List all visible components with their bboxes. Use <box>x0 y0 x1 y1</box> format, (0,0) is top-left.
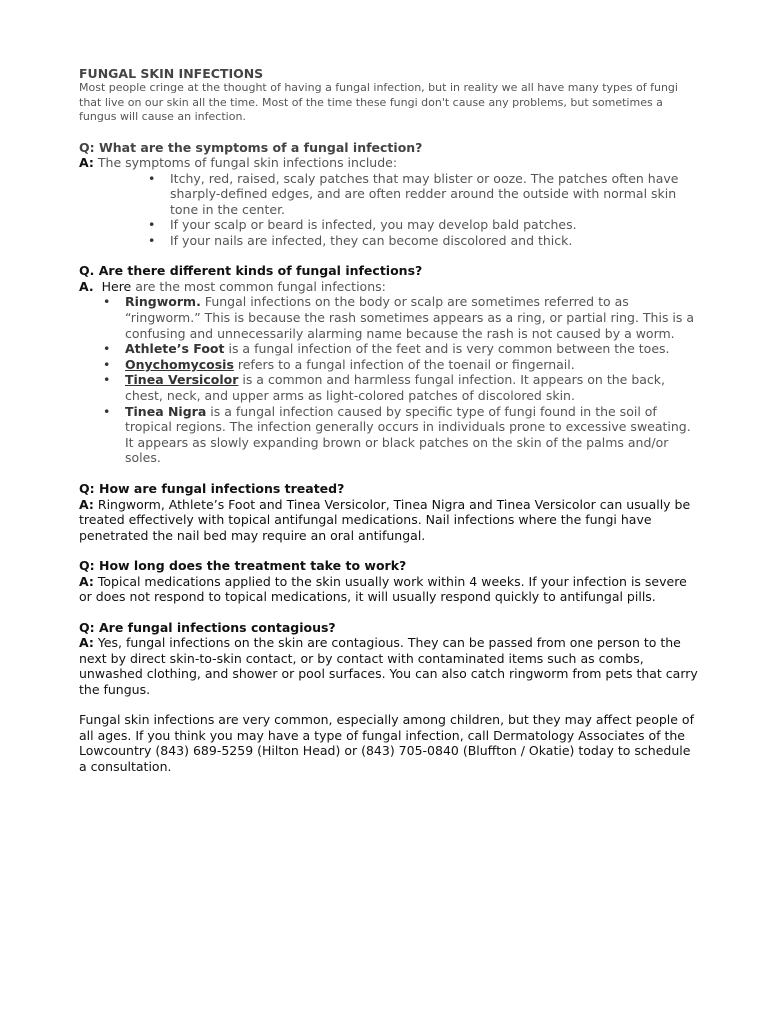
section-treatment <box>79 481 699 543</box>
section-symptoms <box>79 140 699 249</box>
list-item-athletes-foot <box>103 341 699 357</box>
answer-paragraph <box>79 155 699 171</box>
answer-text: are the most common fungal infections: <box>131 278 386 294</box>
term-description: is a fungal infection of the feet and is very common between the toes. <box>224 341 670 357</box>
answer-paragraph <box>79 279 699 295</box>
term-tinea-versicolor-link[interactable]: Tinea Versicolor <box>125 372 239 388</box>
list-item <box>148 232 699 249</box>
list-item-text: Itchy, red, raised, scaly patches that may blister or ooze. The patches often have sharply-defined edges, and are often redder around the outside with normal skin tone in the center. <box>170 170 679 217</box>
list-item-tinea-versicolor <box>103 372 699 404</box>
section-contagious <box>79 620 699 698</box>
list-item-text: If your scalp or beard is infected, you may develop bald patches. <box>170 217 577 233</box>
answer-paragraph <box>79 497 699 544</box>
intro-paragraph: Most people cringe at the thought of having a fungal infection, but in reality we all have many types of fungi that live on our skin all the time. Most of the time these fungi don't cause any problems, but sometimes a fungus will cause an infection. <box>79 81 678 123</box>
question-heading: Q. Are there different kinds of fungal infections? <box>79 263 423 279</box>
list-item-text: If your nails are infected, they can become discolored and thick. <box>170 232 573 248</box>
question-heading: Q: What are the symptoms of a fungal infection? <box>79 139 423 155</box>
bullet-glyph: • <box>103 372 111 388</box>
answer-label: A. <box>79 278 94 294</box>
term-ringworm: Ringworm. <box>125 294 201 310</box>
closing-paragraph: Fungal skin infections are very common, especially among children, but they may affect people of all ages. If you think you may have a type of fungal infection, call Dermatology Associates of the Lowcountry (843) 689-5259 (Hilton Head) or (843) 705-0840 (Bluffton / Okatie) today to schedule a consultation. <box>79 712 694 774</box>
list-item <box>148 217 699 233</box>
answer-paragraph <box>79 635 699 697</box>
question-heading: Q: How long does the treatment take to work? <box>79 558 407 573</box>
bullet-glyph: • <box>148 217 156 233</box>
answer-text: Ringworm, Athlete’s Foot and Tinea Versicolor, Tinea Nigra and Tinea Versicolor can usually be treated effectively with topical antifungal medications. Nail infections where the fungi have penetrated the nail bed may require an oral antifungal. <box>79 496 691 543</box>
section-duration <box>79 558 699 605</box>
answer-label: A: <box>79 573 94 589</box>
term-description: refers to a fungal infection of the toenail or fingernail. <box>233 356 575 372</box>
section-kinds <box>79 263 699 466</box>
bullet-glyph: • <box>103 356 111 372</box>
spacer <box>79 466 699 481</box>
term-onychomycosis-link[interactable]: Onychomycosis <box>125 356 234 372</box>
answer-text: Yes, fungal infections on the skin are contagious. They can be passed from one person to the next by direct skin-to-skin contact, or by contact with contaminated items such as combs, unwashed clothing, and shower or pool surfaces. You can also catch ringworm from pets that carry the fungus. <box>79 635 698 697</box>
bullet-glyph: • <box>103 294 111 310</box>
spacer <box>79 697 699 712</box>
spacer <box>79 605 699 620</box>
spacer <box>79 125 699 140</box>
answer-paragraph <box>79 574 699 605</box>
answer-label: A: <box>79 155 94 170</box>
document-title: FUNGAL SKIN INFECTIONS <box>79 66 264 81</box>
term-tinea-nigra: Tinea Nigra <box>125 403 207 419</box>
spacer <box>79 248 699 263</box>
answer-text-lead: Here <box>93 278 132 294</box>
question-heading: Q: How are fungal infections treated? <box>79 481 345 496</box>
bullet-glyph: • <box>103 341 111 357</box>
bullet-glyph: • <box>148 232 156 248</box>
term-description: Fungal infections on the body or scalp are sometimes referred to as “ringworm.” This is because the rash sometimes appears as a ring, or partial ring. This is a confusing and unnecessarily alarming name because the rash is not caused by a worm. <box>125 294 695 341</box>
answer-text: The symptoms of fungal skin infections include: <box>93 155 398 170</box>
answer-label: A: <box>79 496 94 512</box>
term-description: is a fungal infection caused by specific type of fungi found in the soil of tropical regions. The infection generally occurs in individuals prone to excessive sweating. It appears as slowly expanding brown or black patches on the skin of the palms and/or soles. <box>125 403 691 466</box>
symptoms-list <box>148 170 699 249</box>
term-athletes-foot: Athlete’s Foot <box>125 341 225 357</box>
infection-types-list <box>103 294 699 466</box>
question-heading: Q: Are fungal infections contagious? <box>79 619 336 635</box>
list-item-onychomycosis <box>103 356 699 373</box>
document-page <box>79 66 699 774</box>
answer-label: A: <box>79 635 94 650</box>
list-item <box>148 170 699 218</box>
answer-text: Topical medications applied to the skin usually work within 4 weeks. If your infection is severe or does not respond to topical medications, it will usually respond quickly to antifungal pills. <box>79 573 687 604</box>
list-item-tinea-nigra <box>103 403 699 466</box>
term-description: is a common and harmless fungal infection. It appears on the back, chest, neck, and upper arms as light-colored patches of discolored skin. <box>125 372 665 404</box>
bullet-glyph: • <box>148 170 156 186</box>
bullet-glyph: • <box>103 403 111 419</box>
spacer <box>79 543 699 558</box>
list-item-ringworm <box>103 294 699 341</box>
